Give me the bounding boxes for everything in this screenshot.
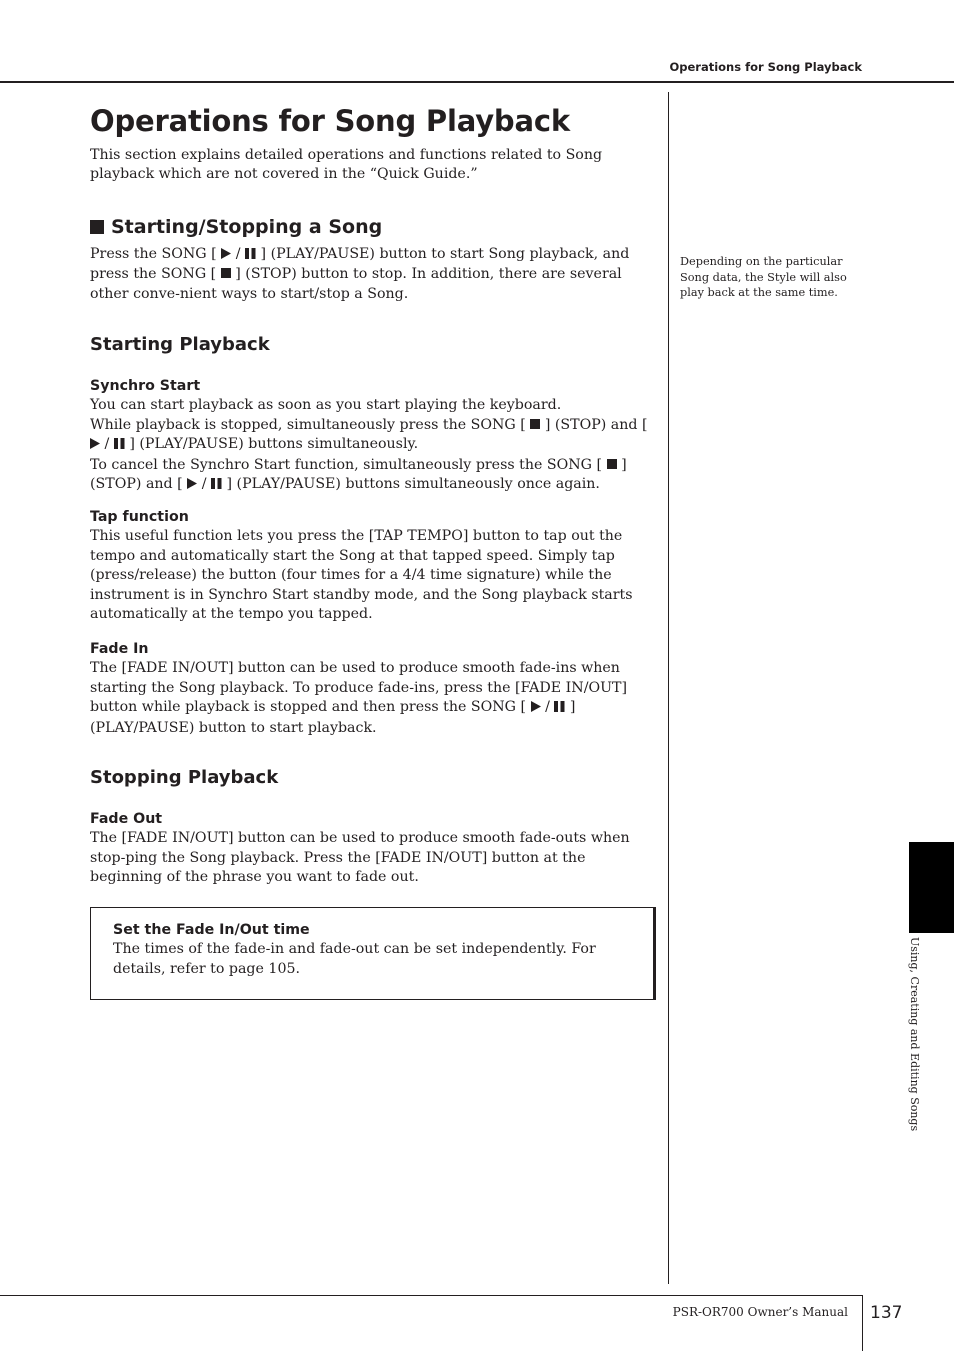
text-run: To cancel the Synchro Start function, simultaneously press the SONG [ bbox=[90, 456, 603, 473]
synchro-start-line2 bbox=[90, 416, 656, 456]
running-head: Operations for Song Playback bbox=[669, 60, 862, 74]
synchro-start-line3 bbox=[90, 456, 656, 496]
fade-in-text bbox=[90, 659, 656, 738]
section-heading-text: Starting/Stopping a Song bbox=[111, 216, 383, 238]
pause-icon bbox=[554, 699, 565, 718]
text-run: / bbox=[201, 476, 207, 493]
fade-in-title: Fade In bbox=[90, 641, 149, 657]
tap-function-block bbox=[90, 508, 656, 624]
text-run: ] (PLAY/PAUSE) button to start Song playback, and press the SONG [ bbox=[90, 246, 630, 283]
text-run: ] (STOP) and [ bbox=[544, 416, 648, 433]
stop-icon bbox=[530, 419, 540, 429]
synchro-start-line1: You can start playback as soon as you start playing the keyboard. bbox=[90, 397, 562, 414]
text-run: ] (PLAY/PAUSE) buttons simultaneously once again. bbox=[226, 476, 600, 493]
text-run: / bbox=[104, 436, 110, 453]
tap-function-text: This useful function lets you press the [TAP TEMPO] button to tap out the tempo and automatically start the Song at that tapped speed. Simply tap (press/release) the button (four times for a 4/4 time signature) while the instrument is in Synchro Start standby mode, and the Song playback starts automatically at the tempo you tapped. bbox=[90, 528, 633, 623]
footer-rule bbox=[0, 1295, 862, 1296]
chapter-thumb-tab bbox=[909, 842, 954, 933]
text-run: ] (STOP) and [ bbox=[90, 456, 627, 493]
play-icon bbox=[531, 699, 541, 718]
text-run: / bbox=[545, 699, 550, 716]
intro-paragraph: This section explains detailed operations and functions related to Song playback which are not covered in the “Quick Guide.” bbox=[90, 147, 603, 183]
text-run: Press the SONG [ bbox=[90, 246, 217, 262]
pause-icon bbox=[114, 436, 125, 455]
stopping-playback-heading: Stopping Playback bbox=[90, 767, 279, 788]
start-stop-paragraph bbox=[90, 245, 656, 304]
column-divider bbox=[668, 92, 669, 1284]
fade-in-block bbox=[90, 640, 656, 738]
stop-icon bbox=[221, 268, 231, 278]
manual-title: PSR-OR700 Owner’s Manual bbox=[672, 1305, 848, 1319]
header-rule bbox=[0, 81, 954, 83]
text-run: ] (PLAY/PAUSE) buttons simultaneously. bbox=[129, 436, 419, 453]
text-run: ] (PLAY/PAUSE) button to start playback. bbox=[90, 699, 576, 736]
synchro-start-title: Synchro Start bbox=[90, 378, 201, 394]
play-icon bbox=[90, 436, 100, 455]
starting-playback-heading: Starting Playback bbox=[90, 334, 270, 355]
play-icon bbox=[187, 476, 197, 495]
play-icon bbox=[221, 246, 231, 265]
text-run: / bbox=[235, 246, 241, 262]
text-run: While playback is stopped, simultaneously press the SONG [ bbox=[90, 416, 526, 433]
sidebar-note: Depending on the particular Song data, the Style will also play back at the same time. bbox=[680, 255, 847, 300]
footer-divider bbox=[862, 1295, 863, 1351]
fade-out-title: Fade Out bbox=[90, 811, 163, 827]
section-heading bbox=[90, 216, 382, 238]
chapter-tab-label: Using, Creating and Editing Songs bbox=[908, 937, 921, 1132]
synchro-start-block bbox=[90, 377, 656, 495]
note-title: Set the Fade In/Out time bbox=[113, 922, 310, 938]
fade-out-block bbox=[90, 810, 656, 888]
pause-icon bbox=[211, 476, 222, 495]
note-content bbox=[113, 921, 633, 979]
tap-function-title: Tap function bbox=[90, 509, 189, 525]
note-box bbox=[90, 907, 656, 1000]
stop-icon bbox=[607, 459, 617, 469]
fade-out-text: The [FADE IN/OUT] button can be used to produce smooth fade-outs when stop-ping the Song playback. Press the [FADE IN/OUT] button at the beginning of the phrase you want to fade out. bbox=[90, 830, 630, 886]
page-number: 137 bbox=[870, 1303, 903, 1323]
text-run: The [FADE IN/OUT] button can be used to produce smooth fade-ins when starting the Song playback. To produce fade-ins, press the [FADE IN/OUT] button while playback is stopped and then press the SONG [ bbox=[90, 660, 628, 716]
pause-icon bbox=[245, 246, 256, 265]
note-text: The times of the fade-in and fade-out can be set independently. For details, refer to page 105. bbox=[113, 941, 596, 977]
square-bullet-icon bbox=[90, 220, 104, 234]
page-title: Operations for Song Playback bbox=[90, 104, 570, 138]
text-run: ] (STOP) button to stop. In addition, there are several other conve-nient ways to start/stop a Song. bbox=[90, 266, 622, 302]
